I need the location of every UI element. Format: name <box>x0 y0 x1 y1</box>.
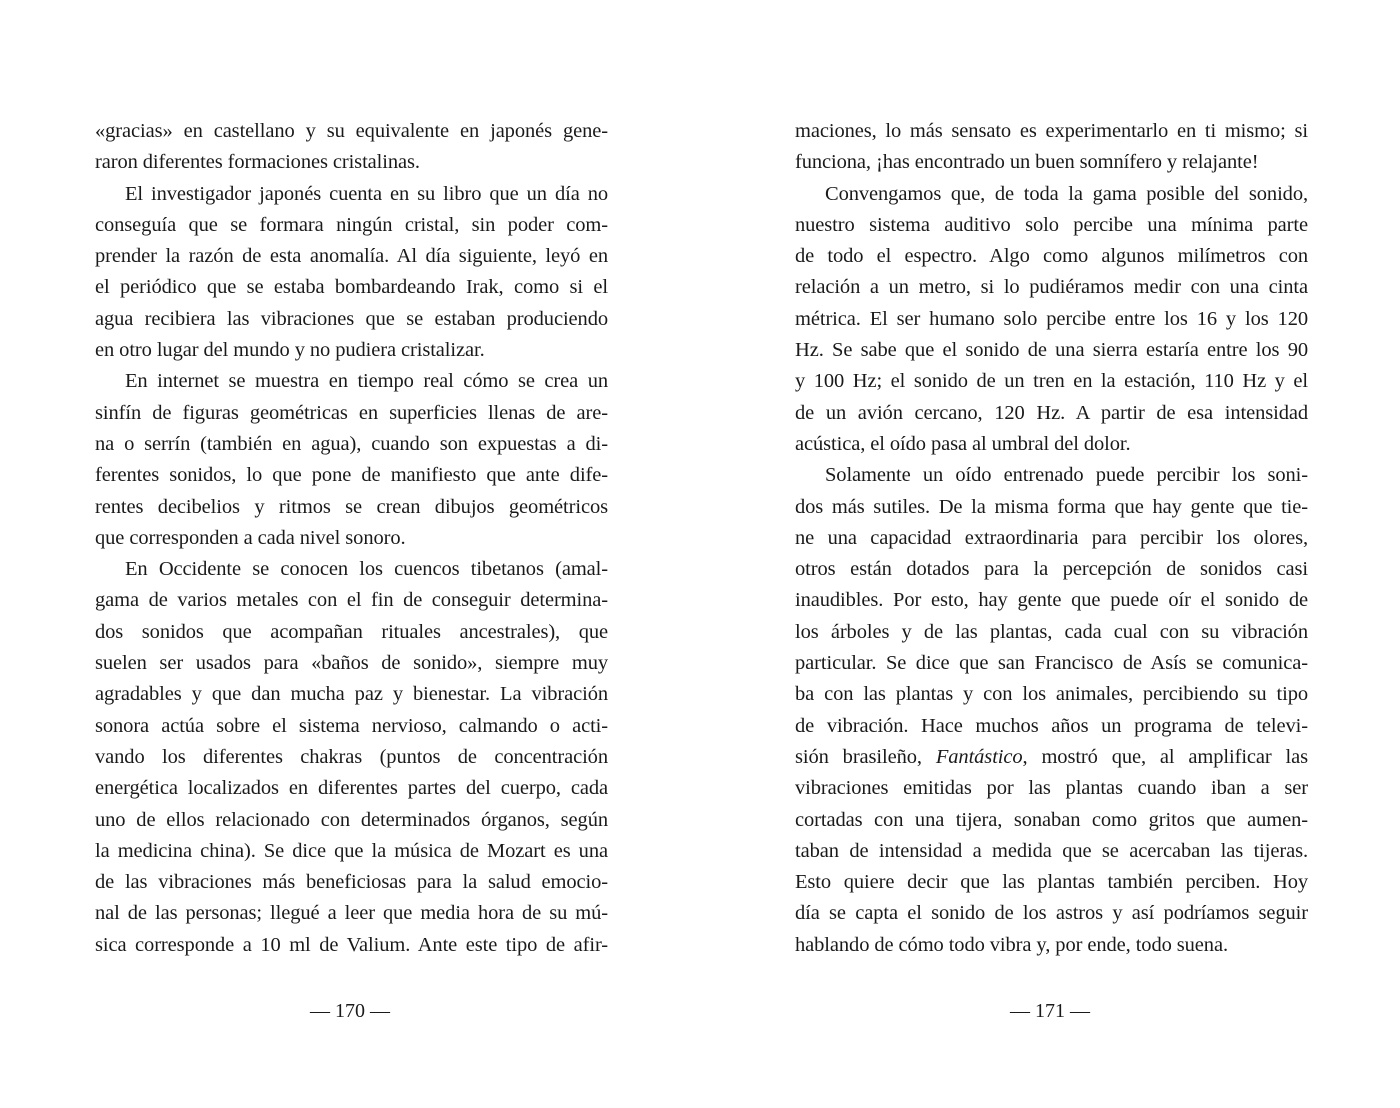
text-line: vando los diferentes chakras (puntos de concentración <box>95 745 608 768</box>
text-line: energética localizados en diferentes partes del cuerpo, cada <box>95 777 608 800</box>
text-line: acústica, el oído pasa al umbral del dolor. <box>795 432 1131 455</box>
text-line: de vibración. Hace muchos años un programa de televi- <box>795 714 1308 737</box>
text-line: los árboles y de las plantas, cada cual con su vibración <box>795 620 1308 643</box>
text-line: particular. Se dice que san Francisco de Asís se comunica- <box>795 652 1308 675</box>
text-line: de las vibraciones más beneficiosas para la salud emocio- <box>95 871 608 894</box>
left-page-number: — 170 — <box>310 1000 390 1022</box>
text-line: prender la razón de esta anomalía. Al día siguiente, leyó en <box>95 245 608 268</box>
text-line: suelen ser usados para «baños de sonido», siempre muy <box>95 652 608 675</box>
text-line: de todo el espectro. Algo como algunos milímetros con <box>795 245 1308 268</box>
text-line: funciona, ¡has encontrado un buen somnífero y relajante! <box>795 151 1259 174</box>
text-line: nuestro sistema auditivo solo percibe una mínima parte <box>795 213 1308 236</box>
text-line: na o serrín (también en agua), cuando son expuestas a di- <box>95 432 608 455</box>
text-line: taban de intensidad a medida que se acercaban las tijeras. <box>795 839 1308 862</box>
text-line: Hz. Se sabe que el sonido de una sierra estaría entre los 90 <box>795 339 1308 362</box>
text-line: otros están dotados para la percepción de sonidos casi <box>795 558 1308 581</box>
text-line: día se capta el sonido de los astros y así podríamos seguir <box>795 902 1308 925</box>
text-line: sión brasileño, Fantástico, mostró que, al amplificar las <box>795 745 1309 768</box>
text-line: conseguía que se formara ningún cristal, sin poder com- <box>95 213 608 236</box>
text-line: En internet se muestra en tiempo real cómo se crea un <box>125 370 608 393</box>
text-line: ba con las plantas y con los animales, percibiendo su tipo <box>795 683 1308 706</box>
text-line: inaudibles. Por esto, hay gente que puede oír el sonido de <box>795 589 1308 612</box>
text-line: que corresponden a cada nivel sonoro. <box>95 526 406 549</box>
text-line: Esto quiere decir que las plantas también perciben. Hoy <box>795 871 1308 894</box>
text-line: agradables y que dan mucha paz y bienestar. La vibración <box>95 683 608 706</box>
text-line: dos sonidos que acompañan rituales ancestrales), que <box>95 620 608 643</box>
text-line: y 100 Hz; el sonido de un tren en la estación, 110 Hz y el <box>795 370 1308 393</box>
text-line: relación a un metro, si lo pudiéramos medir con una cinta <box>795 276 1308 299</box>
text-line: el periódico que se estaba bombardeando Irak, como si el <box>95 276 608 299</box>
text-line: rentes decibelios y ritmos se crean dibujos geométricos <box>95 495 608 518</box>
text-line: gama de varios metales con el fin de conseguir determina- <box>95 589 608 612</box>
left-page-text <box>95 116 608 961</box>
text-line: nal de las personas; llegué a leer que media hora de su mú- <box>95 902 608 925</box>
text-line: en otro lugar del mundo y no pudiera cristalizar. <box>95 339 485 362</box>
text-line: dos más sutiles. De la misma forma que hay gente que tie- <box>795 495 1308 518</box>
text-line: ne una capacidad extraordinaria para percibir los olores, <box>795 526 1308 549</box>
text-line: agua recibiera las vibraciones que se estaban produciendo <box>95 307 608 330</box>
text-line: El investigador japonés cuenta en su libro que un día no <box>125 182 608 205</box>
text-line: Solamente un oído entrenado puede percibir los soni- <box>825 464 1308 487</box>
text-line: sinfín de figuras geométricas en superficies llenas de are- <box>95 401 608 424</box>
text-line: métrica. El ser humano solo percibe entre los 16 y los 120 <box>795 307 1308 330</box>
text-line: sica corresponde a 10 ml de Valium. Ante este tipo de afir- <box>95 933 608 956</box>
text-line: sonora actúa sobre el sistema nervioso, calmando o acti- <box>95 714 608 737</box>
right-page-text <box>795 116 1308 961</box>
text-line: maciones, lo más sensato es experimentarlo en ti mismo; si <box>795 120 1308 142</box>
text-line: vibraciones emitidas por las plantas cuando iban a ser <box>795 777 1308 800</box>
text-line: hablando de cómo todo vibra y, por ende, todo suena. <box>795 933 1228 956</box>
text-line: cortadas con una tijera, sonaban como gritos que aumen- <box>795 808 1308 831</box>
program-title: Fantástico <box>935 745 1023 768</box>
text-line: En Occidente se conocen los cuencos tibetanos (amal- <box>125 558 608 581</box>
right-page-number: — 171 — <box>1010 1000 1090 1022</box>
text-line: uno de ellos relacionado con determinados órganos, según <box>95 808 608 831</box>
text-line: raron diferentes formaciones cristalinas. <box>95 151 420 174</box>
text-line: de un avión cercano, 120 Hz. A partir de esa intensidad <box>795 401 1308 424</box>
text-line: Convengamos que, de toda la gama posible del sonido, <box>825 182 1308 205</box>
text-line: ferentes sonidos, lo que pone de manifiesto que ante dife- <box>95 464 608 487</box>
text-line: «gracias» en castellano y su equivalente en japonés gene- <box>95 120 608 142</box>
text-line: la medicina china). Se dice que la música de Mozart es una <box>95 839 608 862</box>
